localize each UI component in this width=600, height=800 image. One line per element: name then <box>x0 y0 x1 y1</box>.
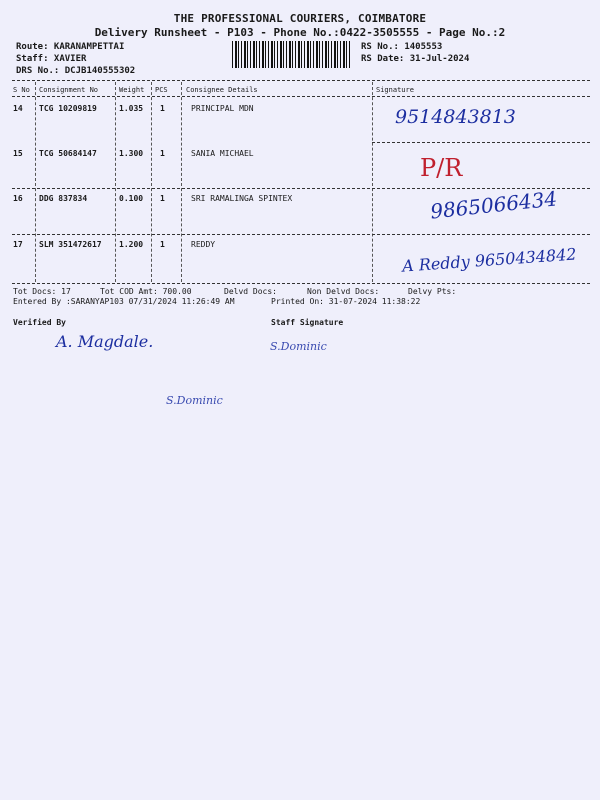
row-consignment: DDG 837834 <box>39 194 88 203</box>
row-consignee: PRINCIPAL MDN <box>191 104 254 113</box>
delivery-points: Delvy Pts: <box>408 287 457 296</box>
row-consignee: REDDY <box>191 240 216 249</box>
row-weight: 1.200 <box>119 240 144 249</box>
col-divider <box>35 82 36 282</box>
total-cod-amount: Tot COD Amt: 700.00 <box>100 287 192 296</box>
drs-number: DRS No.: DCJB140555302 <box>16 66 136 76</box>
col-header-consignee: Consignee Details <box>186 86 258 94</box>
total-docs: Tot Docs: 17 <box>13 287 71 296</box>
table-bottom-rule <box>12 283 590 284</box>
staff-signature-label: Staff Signature <box>271 318 344 327</box>
verified-by-label: Verified By <box>13 318 66 327</box>
col-header-consignment: Consignment No <box>39 86 99 94</box>
row-rule <box>372 142 590 143</box>
company-title: THE PROFESSIONAL COURIERS, COIMBATORE <box>173 12 427 25</box>
col-header-weight: Weight <box>119 86 145 94</box>
barcode <box>232 41 352 68</box>
row-pcs: 1 <box>160 240 165 249</box>
runsheet-title: Delivery Runsheet - P103 - Phone No.:0422-3505555 - Page No.:2 <box>94 26 506 39</box>
table-top-rule <box>12 80 590 81</box>
rs-number: RS No.: 1405553 <box>361 42 443 52</box>
row-signature: 9865066434 <box>429 186 559 224</box>
row-rule <box>12 234 590 235</box>
col-header-signature: Signature <box>376 86 414 94</box>
row-consignee: SRI RAMALINGA SPINTEX <box>191 194 293 203</box>
row-signature: A Reddy 9650434842 <box>401 244 578 276</box>
staff-signature: S.Dominic <box>270 340 327 353</box>
row-pcs: 1 <box>160 149 165 158</box>
row-sno: 17 <box>13 240 23 249</box>
row-signature: P/R <box>420 154 463 182</box>
col-divider <box>181 82 182 282</box>
row-pcs: 1 <box>160 104 165 113</box>
row-consignment: TCG 10209819 <box>39 104 97 113</box>
row-sno: 16 <box>13 194 23 203</box>
row-rule <box>12 188 590 189</box>
row-weight: 0.100 <box>119 194 144 203</box>
non-delivered-docs: Non Delvd Docs: <box>307 287 380 296</box>
delivered-docs: Delvd Docs: <box>224 287 277 296</box>
route-label: Route: KARANAMPETTAI <box>16 42 125 52</box>
col-divider <box>372 82 373 282</box>
col-header-pcs: PCS <box>155 86 168 94</box>
row-consignment: SLM 351472617 <box>39 240 102 249</box>
printed-on: Printed On: 31-07-2024 11:38:22 <box>271 297 421 306</box>
entered-by: Entered By :SARANYAP103 07/31/2024 11:26:49 AM <box>13 297 235 306</box>
col-divider <box>151 82 152 282</box>
row-consignee: SANIA MICHAEL <box>191 149 254 158</box>
rs-date: RS Date: 31-Jul-2024 <box>361 54 470 64</box>
row-weight: 1.035 <box>119 104 144 113</box>
verifier-signature: A. Magdale. <box>56 332 154 351</box>
row-consignment: TCG 50684147 <box>39 149 97 158</box>
extra-signature: S.Dominic <box>166 394 223 407</box>
table-header-rule <box>12 96 590 97</box>
staff-label: Staff: XAVIER <box>16 54 87 64</box>
row-sno: 14 <box>13 104 23 113</box>
row-pcs: 1 <box>160 194 165 203</box>
col-header-sno: S No <box>13 86 30 94</box>
col-divider <box>115 82 116 282</box>
row-sno: 15 <box>13 149 23 158</box>
row-weight: 1.300 <box>119 149 144 158</box>
row-signature: 9514843813 <box>395 106 516 128</box>
